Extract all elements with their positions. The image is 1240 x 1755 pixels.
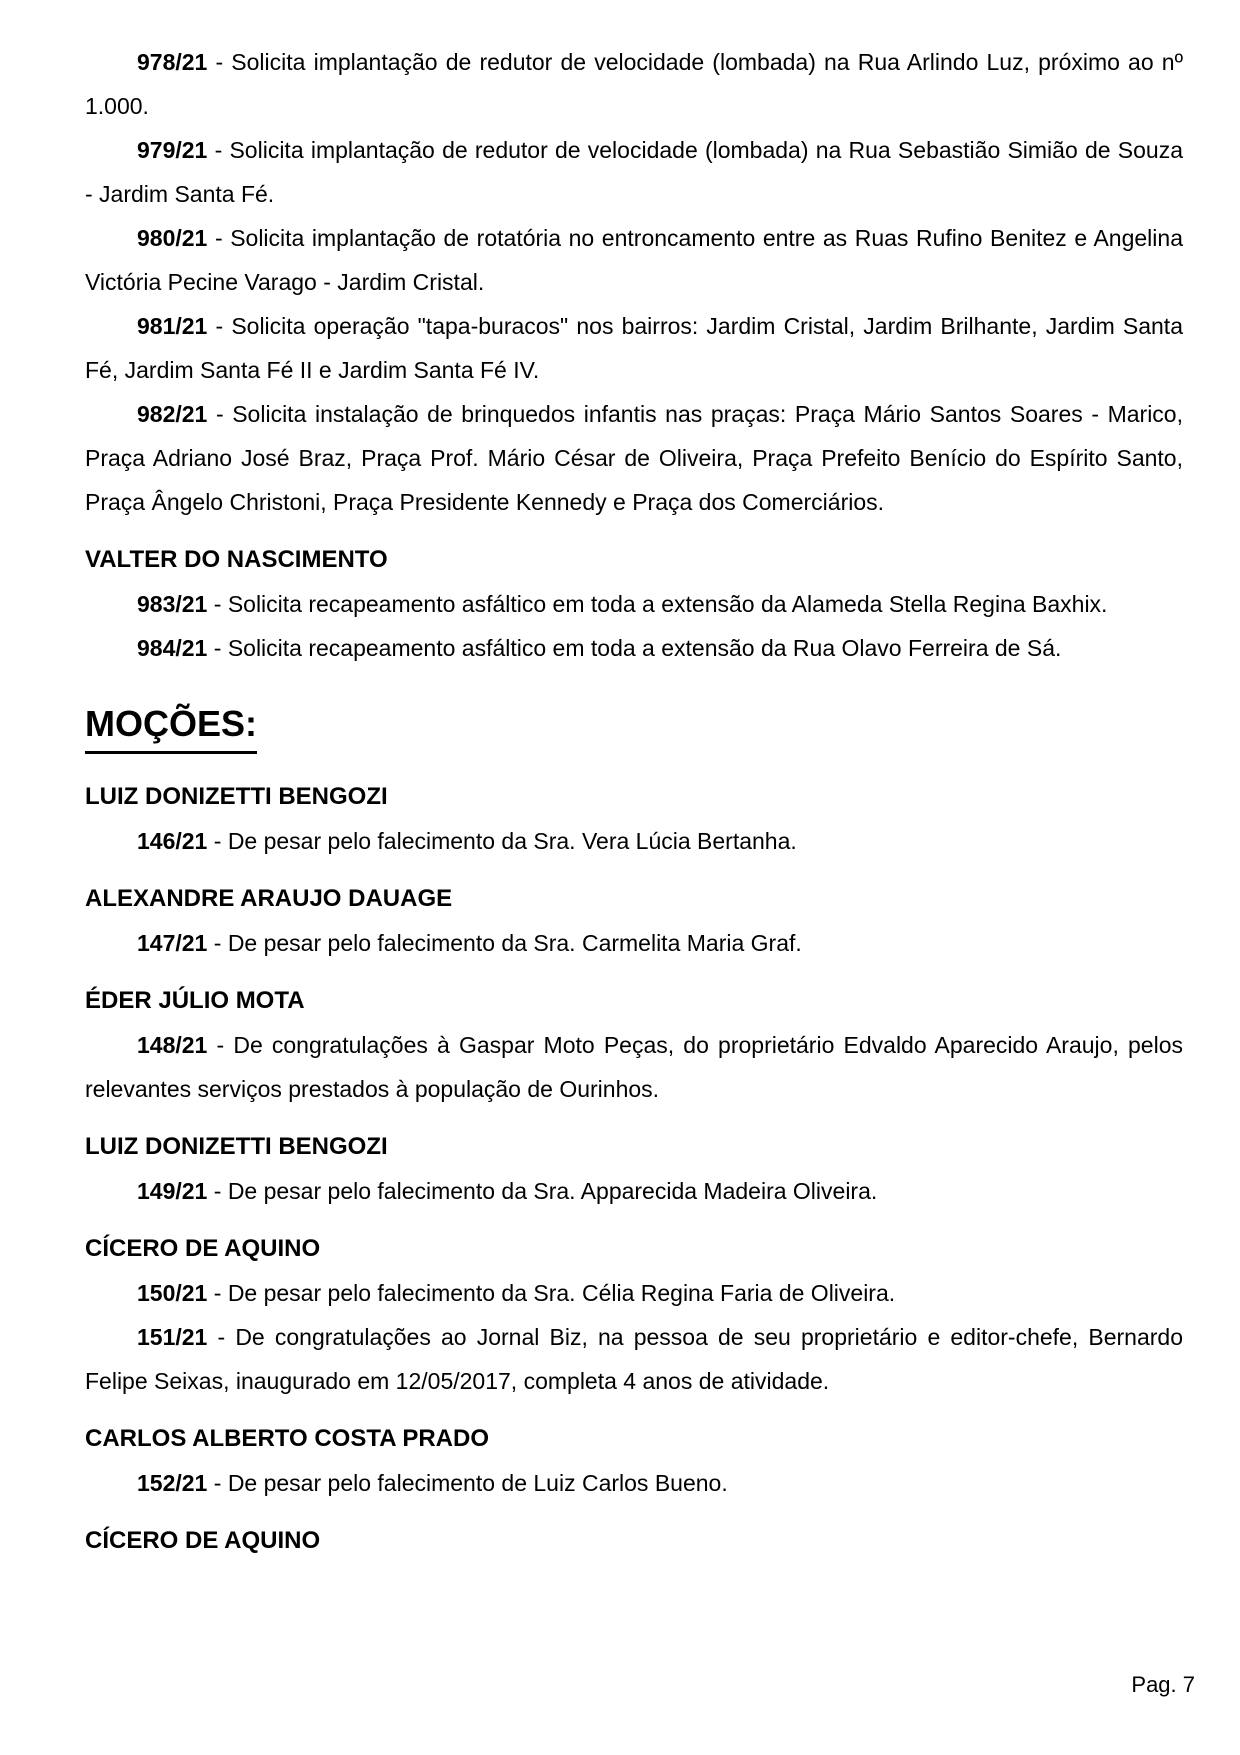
author-heading: ALEXANDRE ARAUJO DAUAGE: [85, 885, 453, 912]
item-number: 147/21: [137, 930, 208, 956]
author-heading: VALTER DO NASCIMENTO: [85, 546, 388, 573]
section-title-mocoes: [85, 698, 1183, 755]
requerimento-item: [85, 582, 1183, 626]
requerimento-item: [85, 392, 1183, 524]
item-number: 152/21: [137, 1470, 208, 1496]
mocao-item: [85, 1023, 1183, 1111]
author-heading: ÉDER JÚLIO MOTA: [85, 987, 305, 1014]
item-number: 150/21: [137, 1280, 208, 1306]
item-separator: -: [207, 1178, 228, 1204]
section-title-text: MOÇÕES:: [85, 698, 257, 754]
item-separator: -: [207, 49, 232, 75]
item-number: 984/21: [137, 635, 208, 661]
author-heading: CARLOS ALBERTO COSTA PRADO: [85, 1425, 490, 1452]
requerimento-item: [85, 216, 1183, 304]
item-separator: -: [207, 1280, 228, 1306]
item-text: De pesar pelo falecimento de Luiz Carlos Bueno.: [227, 1470, 728, 1496]
item-text: De pesar pelo falecimento da Sra. Vera Lúcia Bertanha.: [227, 828, 797, 854]
item-number: 146/21: [137, 828, 208, 854]
item-number: 982/21: [137, 401, 208, 427]
mocao-item: [85, 819, 1183, 863]
page-number: Pag. 7: [1131, 1672, 1195, 1697]
item-text: De congratulações à Gaspar Moto Peças, do proprietário Edvaldo Aparecido Araujo, pelos relevantes serviços prestados à população de Ourinhos.: [85, 1032, 1183, 1102]
item-separator: -: [207, 591, 228, 617]
item-text: Solicita recapeamento asfáltico em toda a extensão da Rua Olavo Ferreira de Sá.: [227, 635, 1062, 661]
item-separator: -: [207, 401, 233, 427]
item-text: De pesar pelo falecimento da Sra. Carmelita Maria Graf.: [227, 930, 802, 956]
item-number: 978/21: [137, 49, 208, 75]
item-number: 151/21: [137, 1324, 208, 1350]
mocao-item: [85, 1315, 1183, 1403]
item-number: 149/21: [137, 1178, 208, 1204]
item-separator: -: [207, 930, 228, 956]
item-number: 148/21: [137, 1032, 208, 1058]
item-separator: -: [207, 635, 228, 661]
item-number: 979/21: [137, 137, 208, 163]
mocao-item: [85, 1169, 1183, 1213]
item-text: De pesar pelo falecimento da Sra. Apparecida Madeira Oliveira.: [227, 1178, 878, 1204]
item-text: Solicita operação "tapa-buracos" nos bairros: Jardim Cristal, Jardim Brilhante, Jardim Santa Fé, Jardim Santa Fé II e Jardim Santa Fé IV.: [85, 313, 1183, 383]
item-number: 983/21: [137, 591, 208, 617]
requerimento-item: [85, 304, 1183, 392]
mocao-item: [85, 1271, 1183, 1315]
item-text: De pesar pelo falecimento da Sra. Célia Regina Faria de Oliveira.: [227, 1280, 896, 1306]
requerimento-item: [85, 40, 1183, 128]
mocao-item: [85, 921, 1183, 965]
item-separator: -: [207, 137, 230, 163]
author-heading: CÍCERO DE AQUINO: [85, 1235, 321, 1262]
author-heading: LUIZ DONIZETTI BENGOZI: [85, 1133, 388, 1160]
item-text: Solicita implantação de redutor de velocidade (lombada) na Rua Arlindo Luz, próximo ao nº 1.000.: [85, 49, 1183, 119]
author-heading: LUIZ DONIZETTI BENGOZI: [85, 783, 388, 810]
item-text: Solicita implantação de rotatória no entroncamento entre as Ruas Rufino Benitez e Angelina Victória Pecine Varago - Jardim Cristal.: [85, 225, 1183, 295]
item-separator: -: [207, 1324, 236, 1350]
requerimento-item: [85, 626, 1183, 670]
item-separator: -: [207, 828, 228, 854]
item-separator: -: [207, 313, 232, 339]
requerimento-item: [85, 128, 1183, 216]
item-separator: -: [207, 225, 231, 251]
item-separator: -: [207, 1470, 228, 1496]
item-number: 980/21: [137, 225, 208, 251]
item-text: Solicita instalação de brinquedos infantis nas praças: Praça Mário Santos Soares - Marico, Praça Adriano José Braz, Praça Prof. Mário César de Oliveira, Praça Prefeito Benício do Espírito Santo, Praça Ângelo Christoni, Praça Presidente Kennedy e Praça dos Comerciários.: [85, 401, 1183, 515]
item-number: 981/21: [137, 313, 208, 339]
item-separator: -: [207, 1032, 234, 1058]
mocao-item: [85, 1461, 1183, 1505]
item-text: De congratulações ao Jornal Biz, na pessoa de seu proprietário e editor-chefe, Bernardo Felipe Seixas, inaugurado em 12/05/2017, completa 4 anos de atividade.: [85, 1324, 1183, 1394]
item-text: Solicita implantação de redutor de velocidade (lombada) na Rua Sebastião Simião de Souza - Jardim Santa Fé.: [85, 137, 1183, 207]
author-heading: CÍCERO DE AQUINO: [85, 1527, 321, 1554]
item-text: Solicita recapeamento asfáltico em toda a extensão da Alameda Stella Regina Baxhix.: [227, 591, 1108, 617]
